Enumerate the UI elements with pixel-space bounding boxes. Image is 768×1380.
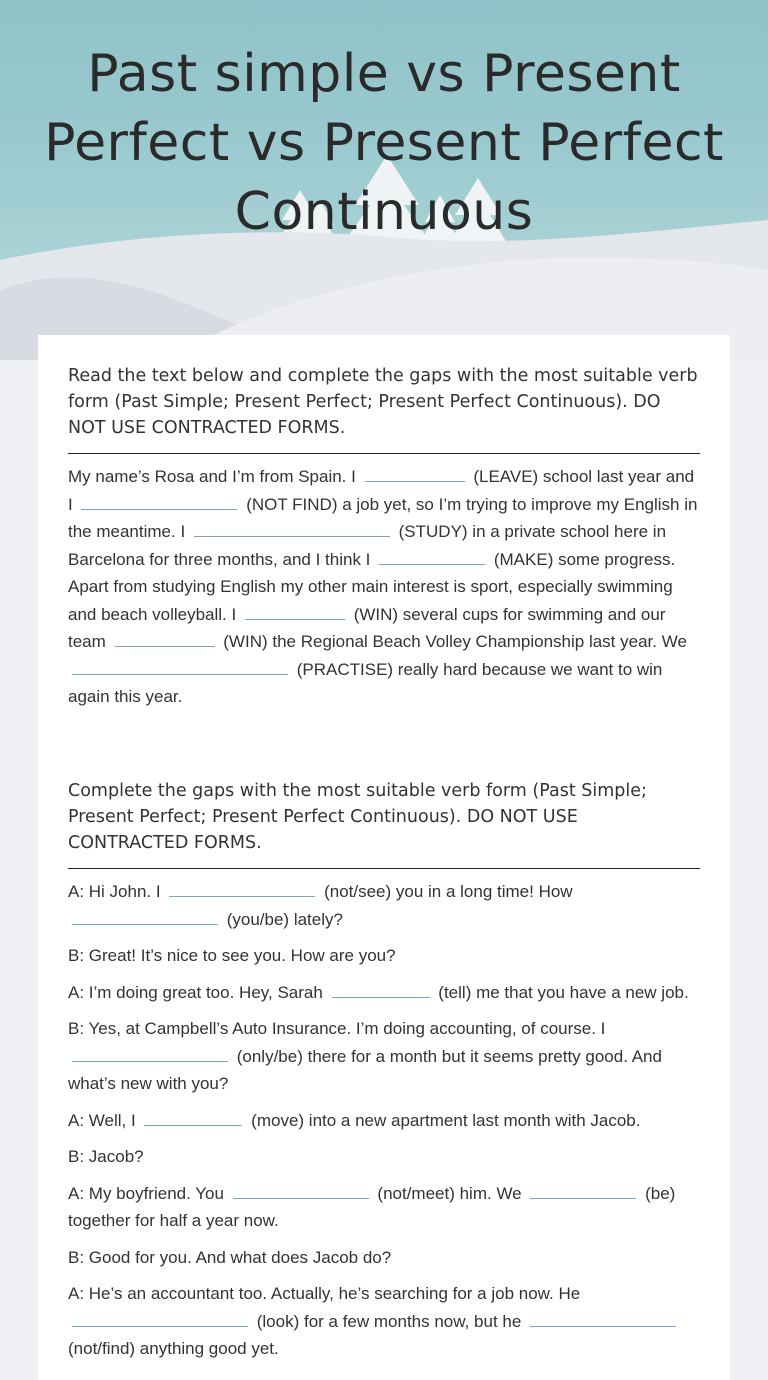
dialogue-line: B: Great! It’s nice to see you. How are you?	[68, 946, 396, 965]
gap-input-not-find-2[interactable]	[530, 1308, 676, 1327]
gap-input-make[interactable]	[379, 546, 485, 565]
dialogue-line: B: Good for you. And what does Jacob do?	[68, 1247, 392, 1267]
dialogue-line: A: Hi John. I (not/see) you in a long time! How (you/be) lately?	[68, 878, 700, 933]
gap-input-be[interactable]	[530, 1180, 636, 1199]
dialogue-line: A: My boyfriend. You (not/meet) him. We (be) together for half a year now.	[68, 1180, 700, 1235]
gap-input-win-2[interactable]	[115, 628, 215, 647]
gap-input-look[interactable]	[72, 1308, 248, 1327]
worksheet-card	[38, 335, 730, 1380]
dialogue-line: B: Yes, at Campbell’s Auto Insurance. I’m doing accounting, of course. I (only/be) there for a month but it seems pretty good. And what’s new with you?	[68, 1019, 662, 1093]
dialogue-line: A: He’s an accountant too. Actually, he’s searching for a job now. He (look) for a few months now, but he (not/find) anything good yet.	[68, 1280, 700, 1363]
dialogue-line: A: Well, I (move) into a new apartment last month with Jacob.	[68, 1107, 700, 1135]
gap-input-not-meet[interactable]	[233, 1180, 369, 1199]
exercise-1-text: My name’s Rosa and I’m from Spain. I (LEAVE) school last year and I (NOT FIND) a job yet, so I’m trying to improve my English in the meantime. I (STUDY) in a private school here in Barcelona for three months, and I think I (MAKE) some progress. Apart from studying English my other main interest is sport, especially swimming and beach volleyball. I (WIN) several cups for swimming and our team (WIN) the Regional Beach Volley Championship last year. We (PRACTISE) really hard because we want to win again this year.	[68, 463, 700, 711]
page-title: Past simple vs Present Perfect vs Present Perfect Continuous	[44, 44, 724, 242]
divider	[68, 453, 700, 454]
gap-input-move[interactable]	[144, 1107, 242, 1126]
divider	[68, 868, 700, 869]
dialogue-line: B: Jacob?	[68, 1147, 144, 1166]
gap-input-not-see[interactable]	[169, 878, 315, 897]
gap-input-win-1[interactable]	[245, 601, 345, 620]
gap-input-only-be[interactable]	[72, 1043, 228, 1062]
dialogue-line: A: I’m doing great too. Hey, Sarah (tell) me that you have a new job.	[68, 979, 700, 1007]
gap-input-practise[interactable]	[72, 656, 288, 675]
gap-input-tell[interactable]	[332, 979, 430, 998]
exercise-2-dialogue	[68, 878, 700, 1372]
header-banner	[0, 0, 768, 360]
gap-input-leave[interactable]	[365, 463, 465, 482]
gap-input-you-be[interactable]	[72, 906, 218, 925]
exercise-1-instruction: Read the text below and complete the gaps with the most suitable verb form (Past Simple; Present Perfect; Present Perfect Continuous). DO NOT USE CONTRACTED FORMS.	[68, 366, 698, 438]
gap-input-not-find[interactable]	[81, 491, 237, 510]
gap-input-study[interactable]	[194, 518, 390, 537]
exercise-2-instruction: Complete the gaps with the most suitable verb form (Past Simple; Present Perfect; Present Perfect Continuous). DO NOT USE CONTRACTED FORMS.	[68, 781, 647, 853]
